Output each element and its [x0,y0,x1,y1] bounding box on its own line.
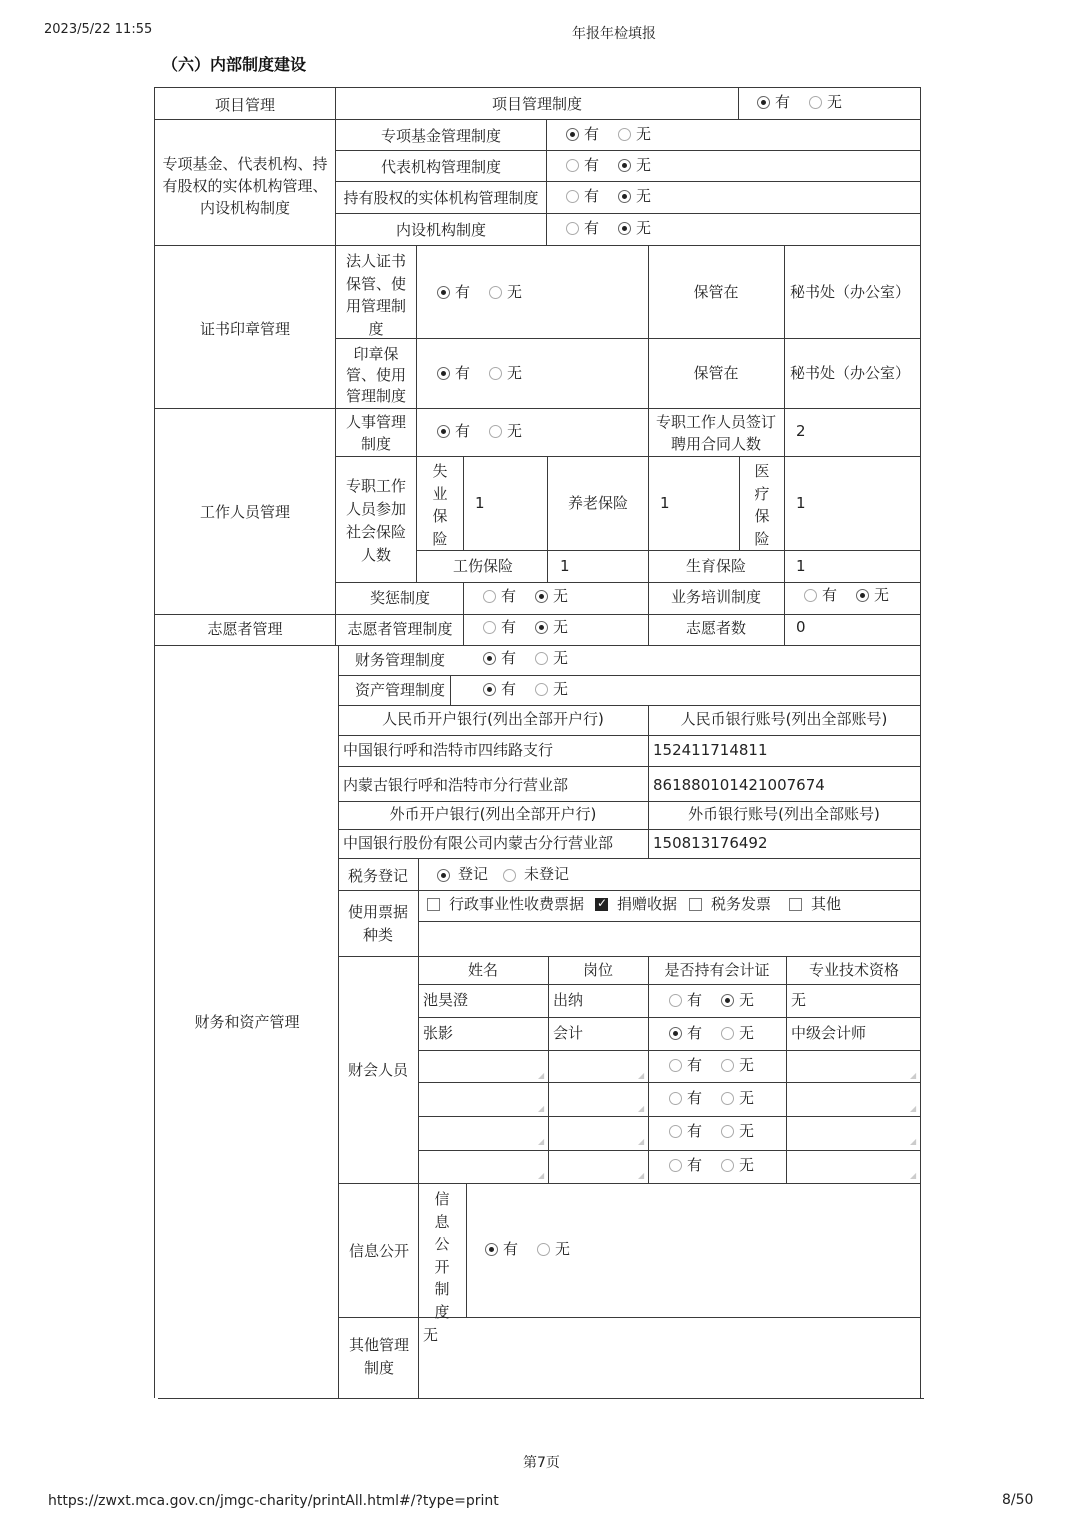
accountant-1-cert-radio-label: 无 [739,1024,755,1042]
fx-account-0: 150813176492 [653,834,768,852]
special-row-3-radio-no[interactable] [618,222,631,235]
grid-line [418,956,419,1183]
resize-grip-icon[interactable]: ◢ [638,1171,645,1180]
accounting-staff-label: 财会人员 [347,1061,409,1079]
grid-line [546,119,547,245]
grid-line [338,858,920,859]
grid-line [154,645,920,646]
special-row-3-radio-yes[interactable] [566,222,579,235]
asset-system-radio-label: 无 [553,680,569,698]
project-system-radio-label: 有 [775,93,791,111]
resize-grip-icon[interactable]: ◢ [638,1137,645,1146]
grid-line [158,1398,924,1399]
cert-row-1-keep-value: 秘书处（办公室） [790,364,911,382]
accountant-3-cert-radio-no[interactable] [721,1092,734,1105]
accountant-2-cert-radio-yes[interactable] [669,1059,682,1072]
accountant-0-cert-radio-label: 无 [739,991,755,1009]
volunteer-system-label: 志愿者管理制度 [347,620,453,638]
project-system-label: 项目管理制度 [491,95,583,113]
page-url: https://zwxt.mca.gov.cn/jmgc-charity/printAll.html#/?type=print [48,1493,499,1509]
resize-grip-icon[interactable]: ◢ [910,1071,917,1080]
resize-grip-icon[interactable]: ◢ [538,1071,545,1080]
medical-label: 医 疗 保 险 [754,462,770,548]
grid-line [418,1317,419,1398]
grid-line [154,245,920,246]
project-system-radio-label: 无 [827,93,843,111]
disclosure-system-radio-label: 无 [555,1240,571,1258]
pension-label: 养老保险 [567,494,629,512]
accountant-3-cert-radio-label: 有 [687,1089,703,1107]
cert-seal-label: 证书印章管理 [199,320,291,338]
accountant-2-cert-radio-label: 无 [739,1056,755,1074]
grid-line [648,582,649,614]
grid-line [648,956,649,1183]
grid-line [154,614,920,615]
invoice-type-label: 使用票据种类 [347,903,408,944]
special-row-2-label: 持有股权的实体机构管理制度 [343,189,539,207]
accountant-1-post: 会计 [553,1024,584,1042]
page-number: 第7页 [523,1455,560,1471]
contract-count-label: 专职工作人员签订聘用合同人数 [655,413,776,453]
pension-value: 1 [660,494,670,512]
project-system-radio-no[interactable] [809,96,822,109]
special-row-0-radio-label: 无 [636,125,652,143]
grid-line [784,456,785,582]
grid-line [463,456,464,550]
cert-row-0-label: 法人证书保管、使用管理制度 [345,252,406,338]
grid-line [784,582,785,614]
disclosure-label: 信息公开 [348,1242,410,1260]
tax-registration-label: 税务登记 [347,867,409,885]
resize-grip-icon[interactable]: ◢ [638,1104,645,1113]
grid-line [648,456,649,582]
tax-option-radio-0[interactable] [437,869,450,882]
special-row-2-radio-label: 有 [584,187,600,205]
volunteer-system-radio-yes[interactable] [483,621,496,634]
rmb-account-header: 人民币银行账号(列出全部账号) [680,710,888,728]
accountant-4-cert-radio-yes[interactable] [669,1125,682,1138]
cert-row-1-radio-yes[interactable] [437,367,450,380]
accountant-3-cert-radio-yes[interactable] [669,1092,682,1105]
project-management-label: 项目管理 [214,96,276,114]
grid-line [418,858,419,956]
rmb-account-1: 861880101421007674 [653,776,825,794]
grid-line [418,1050,920,1051]
reward-label: 奖惩制度 [369,589,431,607]
asset-system-radio-no[interactable] [535,683,548,696]
grid-line [154,87,920,88]
accountant-5-cert-radio-no[interactable] [721,1159,734,1172]
special-row-2-radio-yes[interactable] [566,190,579,203]
cert-row-0-keep-value: 秘书处（办公室） [790,283,911,301]
grid-line [648,408,649,456]
grid-line [335,456,920,457]
special-row-2-radio-label: 无 [636,187,652,205]
grid-line [338,890,920,891]
grid-line [335,582,920,583]
print-datetime: 2023/5/22 11:55 [44,22,153,37]
accountant-2-cert-radio-no[interactable] [721,1059,734,1072]
grid-line [338,1183,920,1184]
grid-line [463,614,464,645]
accounting-header-1: 岗位 [582,961,614,979]
grid-line [335,150,920,151]
resize-grip-icon[interactable]: ◢ [538,1104,545,1113]
volunteer-count-label: 志愿者数 [685,619,747,637]
training-system-radio-yes[interactable] [804,589,817,602]
cert-row-1-label: 印章保管、使用管理制度 [345,345,406,405]
special-row-3-radio-label: 无 [636,219,652,237]
tax-option-label-1: 未登记 [524,865,570,883]
accountant-1-qualification: 中级会计师 [791,1024,867,1042]
injury-value: 1 [560,557,570,575]
grid-line [335,408,336,614]
grid-line [338,1317,920,1318]
accountant-1-cert-radio-label: 有 [687,1024,703,1042]
grid-line [418,984,920,985]
grid-line [784,245,785,408]
grid-line [416,550,920,551]
staff-management-label: 工作人员管理 [199,503,291,521]
cert-row-0-radio-label: 有 [455,283,471,301]
training-system-radio-label: 有 [822,586,838,604]
cert-row-0-radio-yes[interactable] [437,286,450,299]
grid-line [418,1116,920,1117]
print-page-count: 8/50 [1002,1492,1034,1508]
grid-line [450,675,451,705]
grid-line [739,456,740,550]
grid-line [418,1017,920,1018]
grid-line [335,181,920,182]
special-row-0-radio-yes[interactable] [566,128,579,141]
grid-line [466,1183,467,1317]
special-row-1-label: 代表机构管理制度 [380,158,502,176]
invoice-option-label-2: 税务发票 [711,895,772,913]
finance-system-radio-label: 无 [553,649,569,667]
finance-system-radio-label: 有 [501,649,517,667]
invoice-option-label-0: 行政事业性收费票据 [449,895,585,913]
grid-line [418,1183,419,1317]
finance-system-label: 财务管理制度 [354,651,446,669]
accountant-1-cert-radio-no[interactable] [721,1027,734,1040]
asset-system-radio-label: 有 [501,680,517,698]
grid-line [154,87,155,1398]
special-row-0-radio-label: 有 [584,125,600,143]
accountant-5-cert-radio-label: 有 [687,1156,703,1174]
fx-bank-0: 中国银行股份有限公司内蒙古分行营业部 [343,834,614,852]
injury-label: 工伤保险 [452,557,514,575]
grid-line [548,956,549,1183]
accountant-5-cert-radio-yes[interactable] [669,1159,682,1172]
grid-line [338,675,920,676]
grid-line [335,614,336,645]
accountant-5-cert-radio-label: 无 [739,1156,755,1174]
grid-line [784,408,785,456]
accountant-0-name: 池昊澄 [423,991,469,1009]
finance-asset-label: 财务和资产管理 [194,1013,300,1031]
unemployment-value: 1 [475,494,485,512]
hr-system-radio-yes[interactable] [437,425,450,438]
grid-line [335,119,336,245]
disclosure-system-radio-yes[interactable] [485,1243,498,1256]
accountant-3-cert-radio-label: 无 [739,1089,755,1107]
volunteer-count-value: 0 [796,618,806,636]
cert-row-1-keep-label: 保管在 [693,364,739,382]
contract-count-value: 2 [796,422,806,440]
hr-system-radio-label: 有 [455,422,471,440]
invoice-option-label-1: 捐赠收据 [617,895,678,913]
grid-line [338,735,920,736]
special-management-label: 专项基金、代表机构、持有股权的实体机构管理、内设机构制度 [162,155,328,217]
grid-line [154,408,920,409]
accountant-4-cert-radio-no[interactable] [721,1125,734,1138]
reward-system-radio-label: 有 [501,587,517,605]
special-row-1-radio-label: 有 [584,156,600,174]
grid-line [416,408,417,582]
rmb-bank-header: 人民币开户银行(列出全部开户行) [382,710,604,728]
grid-line [338,645,339,1398]
volunteer-system-radio-label: 有 [501,618,517,636]
asset-system-radio-yes[interactable] [483,683,496,696]
finance-system-radio-no[interactable] [535,652,548,665]
grid-line [338,801,920,802]
grid-line [335,245,336,408]
other-system-value: 无 [423,1326,439,1344]
resize-grip-icon[interactable]: ◢ [538,1137,545,1146]
section-title: （六）内部制度建设 [162,55,307,74]
resize-grip-icon[interactable]: ◢ [910,1104,917,1113]
accountant-1-cert-radio-yes[interactable] [669,1027,682,1040]
accounting-header-0: 姓名 [467,961,499,979]
fx-bank-header: 外币开户银行(列出全部开户行) [389,805,597,823]
special-row-3-radio-label: 有 [584,219,600,237]
special-row-3-label: 内设机构制度 [395,221,487,239]
special-row-0-radio-no[interactable] [618,128,631,141]
reward-system-radio-label: 无 [553,587,569,605]
special-row-0-label: 专项基金管理制度 [380,127,502,145]
reward-system-radio-no[interactable] [535,590,548,603]
grid-line [648,245,649,408]
cert-row-1-radio-label: 有 [455,364,471,382]
training-label: 业务培训制度 [670,588,762,606]
reward-system-radio-yes[interactable] [483,590,496,603]
cert-row-1-radio-no[interactable] [489,367,502,380]
invoice-option-checkbox-1[interactable] [595,898,608,911]
resize-grip-icon[interactable]: ◢ [910,1137,917,1146]
accountant-0-post: 出纳 [553,991,584,1009]
special-row-1-radio-label: 无 [636,156,652,174]
medical-value: 1 [796,494,806,512]
accountant-0-cert-radio-yes[interactable] [669,994,682,1007]
asset-system-label: 资产管理制度 [354,681,446,699]
fx-account-header: 外币银行账号(列出全部账号) [688,805,880,823]
accountant-0-qualification: 无 [791,991,807,1009]
page-header-title: 年报年检填报 [572,26,656,42]
rmb-account-0: 152411714811 [653,741,768,759]
grid-line [335,213,920,214]
accounting-header-2: 是否持有会计证 [664,961,770,979]
special-row-1-radio-no[interactable] [618,159,631,172]
training-system-radio-no[interactable] [856,589,869,602]
volunteer-system-radio-label: 无 [553,618,569,636]
grid-line [418,1082,920,1083]
grid-line [338,829,920,830]
accountant-2-cert-radio-label: 有 [687,1056,703,1074]
grid-line [418,1150,920,1151]
invoice-option-checkbox-2[interactable] [689,898,702,911]
hr-system-label: 人事管理制度 [345,413,406,453]
cert-row-0-radio-label: 无 [507,283,523,301]
cert-row-0-keep-label: 保管在 [693,283,739,301]
accountant-1-name: 张影 [423,1024,454,1042]
maternity-value: 1 [796,557,806,575]
resize-grip-icon[interactable]: ◢ [910,1171,917,1180]
grid-line [338,705,920,706]
volunteer-system-radio-no[interactable] [535,621,548,634]
invoice-option-label-3: 其他 [811,895,842,913]
disclosure-system-label: 信 息 公 开 制 度 [434,1190,450,1321]
accountant-4-cert-radio-label: 有 [687,1122,703,1140]
grid-line [463,582,464,614]
special-row-1-radio-yes[interactable] [566,159,579,172]
maternity-label: 生育保险 [685,557,747,575]
grid-line [335,87,336,119]
unemployment-label: 失 业 保 险 [432,462,448,548]
hr-system-radio-label: 无 [507,422,523,440]
grid-line [416,245,417,408]
disclosure-system-radio-label: 有 [503,1240,519,1258]
other-system-label: 其他管理制度 [348,1336,409,1377]
grid-line [338,956,920,957]
grid-line [738,87,739,119]
finance-system-radio-yes[interactable] [483,652,496,665]
accountant-0-cert-radio-label: 有 [687,991,703,1009]
accountant-4-cert-radio-label: 无 [739,1122,755,1140]
cert-row-0-radio-no[interactable] [489,286,502,299]
training-system-radio-label: 无 [874,586,890,604]
tax-option-radio-1[interactable] [503,869,516,882]
grid-line [786,956,787,1183]
accounting-header-3: 专业技术资格 [808,961,900,979]
cert-row-1-radio-label: 无 [507,364,523,382]
hr-system-radio-no[interactable] [489,425,502,438]
volunteer-management-label: 志愿者管理 [207,620,283,638]
grid-line [154,119,920,120]
grid-line [338,766,920,767]
grid-line [648,705,649,858]
accountant-0-cert-radio-no[interactable] [721,994,734,1007]
grid-line [418,921,920,922]
resize-grip-icon[interactable]: ◢ [538,1171,545,1180]
insurance-label: 专职工作人员参加社会保险人数 [345,477,406,564]
grid-line [547,456,548,582]
grid-line [920,87,921,1398]
tax-option-label-0: 登记 [458,865,489,883]
invoice-option-checkbox-0[interactable] [427,898,440,911]
special-row-2-radio-no[interactable] [618,190,631,203]
rmb-bank-1: 内蒙古银行呼和浩特市分行营业部 [343,776,569,794]
disclosure-system-radio-no[interactable] [537,1243,550,1256]
resize-grip-icon[interactable]: ◢ [638,1071,645,1080]
grid-line [648,614,649,645]
rmb-bank-0: 中国银行呼和浩特市四纬路支行 [343,741,554,759]
project-system-radio-yes[interactable] [757,96,770,109]
invoice-option-checkbox-3[interactable] [789,898,802,911]
grid-line [335,338,920,339]
grid-line [784,614,785,645]
